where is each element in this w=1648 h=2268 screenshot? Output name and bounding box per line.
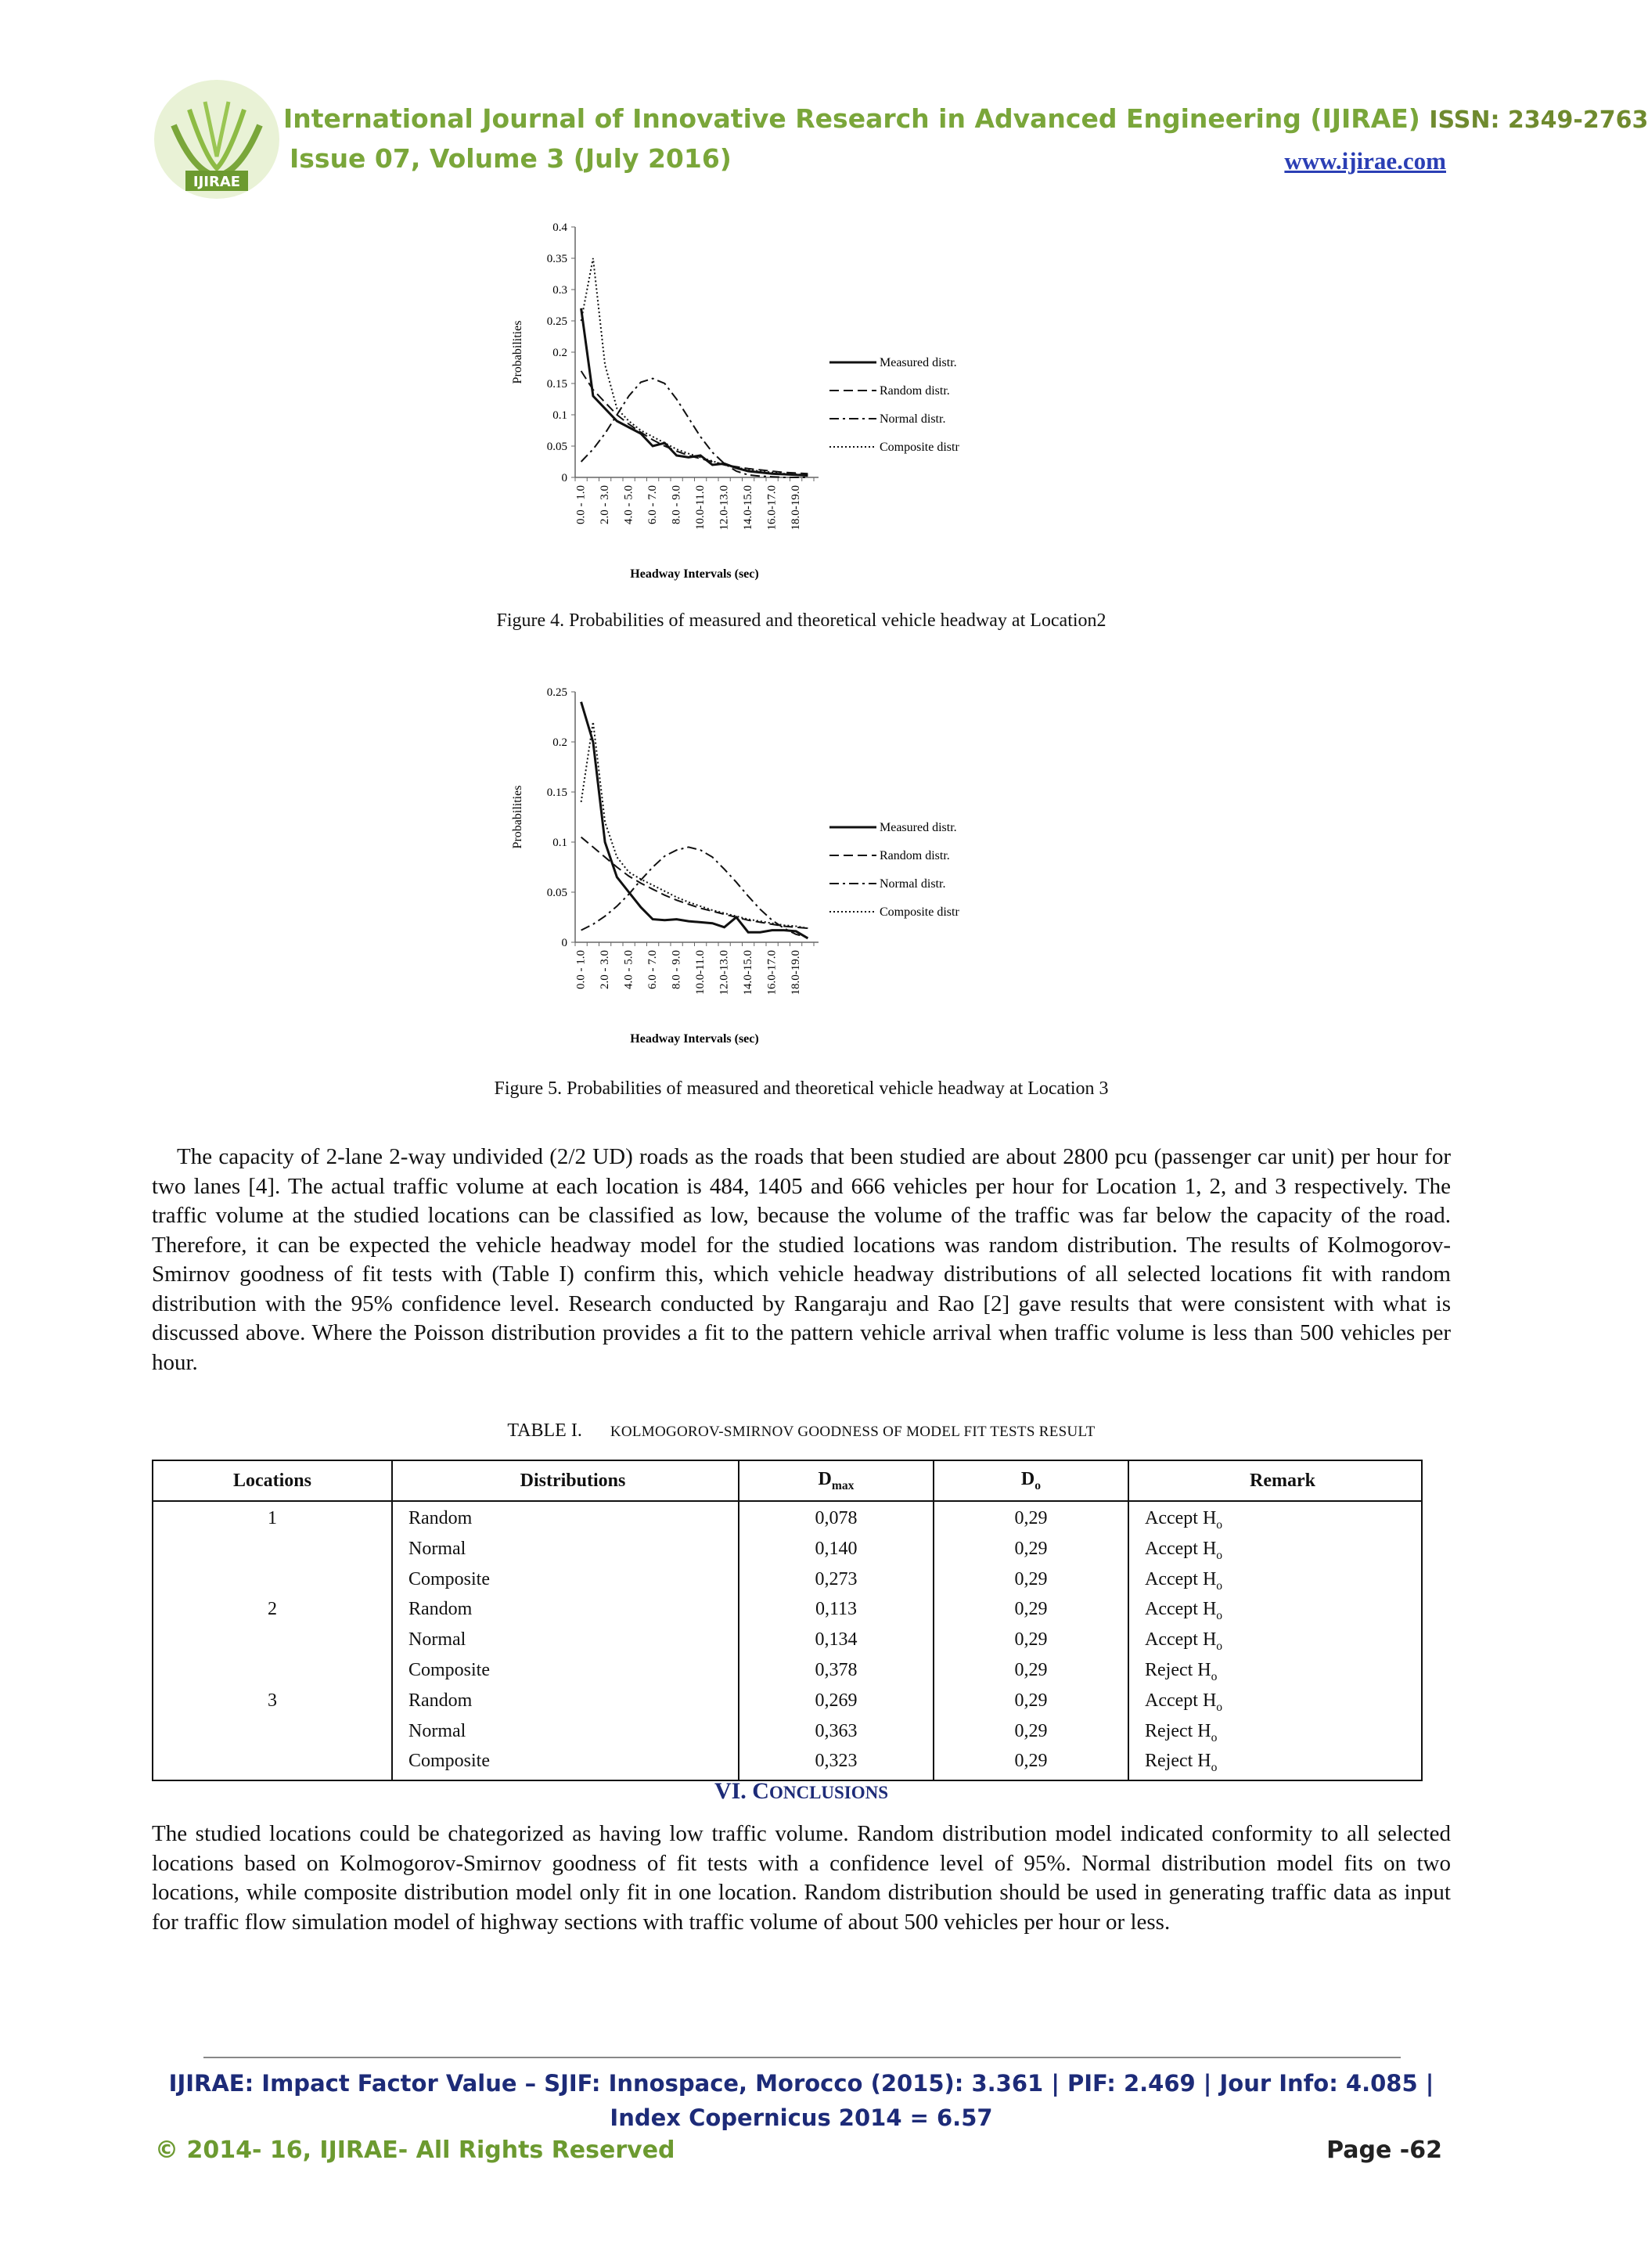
y-tick-label: 0 [561, 472, 567, 484]
table-row [153, 1597, 1422, 1628]
series-line-dotted [581, 258, 808, 475]
y-tick-label: 0.1 [552, 837, 567, 849]
y-axis-label: Probabilities [511, 785, 524, 849]
cell-distribution: Composite [392, 1658, 739, 1689]
x-tick-label: 6.0 - 7.0 [646, 485, 660, 524]
legend-label: Measured distr. [880, 356, 957, 369]
cell-dmax: 0,113 [739, 1597, 934, 1628]
table-row [153, 1628, 1422, 1658]
y-tick-label: 0.3 [552, 284, 567, 297]
section-title-initial: C [752, 1778, 769, 1804]
table-row [153, 1749, 1422, 1780]
cell-do: 0,29 [934, 1501, 1128, 1537]
cell-distribution: Random [392, 1597, 739, 1628]
cell-location [153, 1658, 392, 1689]
cell-do: 0,29 [934, 1719, 1128, 1750]
x-tick-label: 0.0 - 1.0 [574, 485, 588, 524]
y-axis-label: Probabilities [511, 320, 524, 384]
figure-5-chart [501, 675, 1111, 1066]
cell-do: 0,29 [934, 1537, 1128, 1568]
conclusions-heading [0, 1778, 1603, 1805]
cell-distribution: Composite [392, 1568, 739, 1598]
cell-do: 0,29 [934, 1628, 1128, 1658]
y-tick-label: 0.4 [552, 221, 567, 234]
figure-4-caption: Figure 4. Probabilities of measured and theoretical vehicle headway at Location2 [496, 610, 1106, 631]
x-tick-label: 8.0 - 9.0 [670, 950, 683, 989]
header-locations: Locations [153, 1460, 392, 1501]
cell-distribution: Normal [392, 1628, 739, 1658]
x-tick-label: 8.0 - 9.0 [670, 485, 683, 524]
cell-do: 0,29 [934, 1597, 1128, 1628]
cell-remark: Accept $H_o$ [1128, 1597, 1422, 1628]
footer-line-1: IJIRAE: Impact Factor Value – SJIF: Innospace, Morocco (2015): 3.361 | PIF: 2.469 | Jour Info: 4.085 | [168, 2070, 1434, 2097]
section-title-rest: ONCLUSIONS [768, 1783, 889, 1802]
table-header-row [153, 1460, 1422, 1501]
cell-location [153, 1537, 392, 1568]
legend-label: Random distr. [880, 849, 950, 862]
x-tick-label: 12.0-13.0 [718, 950, 731, 995]
x-tick-label: 2.0 - 3.0 [599, 950, 612, 989]
legend-label: Composite distr [880, 905, 959, 919]
cell-remark: Accept $H_o$ [1128, 1628, 1422, 1658]
series-line-dashed [581, 371, 808, 473]
x-tick-label: 16.0-17.0 [765, 950, 779, 995]
x-tick-label: 4.0 - 5.0 [622, 485, 635, 524]
legend-label: Normal distr. [880, 412, 946, 426]
table-row [153, 1537, 1422, 1568]
cell-distribution: Random [392, 1501, 739, 1537]
cell-location [153, 1628, 392, 1658]
table-row [153, 1501, 1422, 1537]
y-tick-label: 0.15 [546, 378, 567, 391]
cell-dmax: 0,269 [739, 1689, 934, 1719]
section-number: VI. [714, 1778, 747, 1804]
cell-dmax: 0,378 [739, 1658, 934, 1689]
x-tick-label: 16.0-17.0 [765, 485, 779, 531]
cell-location [153, 1719, 392, 1750]
series-line-solid [581, 702, 808, 938]
figure-4-chart [501, 210, 1111, 601]
x-tick-label: 18.0-19.0 [790, 950, 803, 995]
footer-line-2: Index Copernicus 2014 = 6.57 [610, 2104, 993, 2131]
table-row [153, 1689, 1422, 1719]
x-tick-label: 10.0-11.0 [694, 485, 707, 530]
cell-dmax: 0,134 [739, 1628, 934, 1658]
x-tick-label: 4.0 - 5.0 [622, 950, 635, 989]
cell-do: 0,29 [934, 1658, 1128, 1689]
cell-remark: Accept $H_o$ [1128, 1568, 1422, 1598]
body-paragraph [152, 1143, 1451, 1377]
cell-dmax: 0,140 [739, 1537, 934, 1568]
table-row [153, 1658, 1422, 1689]
logo-text: IJIRAE [193, 174, 241, 190]
journal-title [283, 103, 1648, 134]
table-row [153, 1568, 1422, 1598]
cell-distribution: Normal [392, 1719, 739, 1750]
footer-impact [0, 2066, 1603, 2135]
header-distributions: Distributions [392, 1460, 739, 1501]
y-tick-label: 0.25 [546, 315, 567, 328]
x-tick-label: 14.0-15.0 [742, 950, 755, 995]
cell-dmax: 0,323 [739, 1749, 934, 1780]
cell-dmax: 0,078 [739, 1501, 934, 1537]
x-tick-label: 0.0 - 1.0 [574, 950, 588, 989]
x-tick-label: 18.0-19.0 [790, 485, 803, 531]
figure-4-svg [501, 210, 1111, 601]
cell-distribution: Composite [392, 1749, 739, 1780]
table-row [153, 1719, 1422, 1750]
cell-location: 1 [153, 1501, 392, 1537]
legend-label: Random distr. [880, 384, 950, 398]
y-tick-label: 0.05 [546, 887, 567, 899]
figure-5-svg [501, 675, 1111, 1066]
cell-location: 2 [153, 1597, 392, 1628]
table-caption [0, 1420, 1603, 1442]
y-tick-label: 0.2 [552, 736, 567, 749]
series-line-dashdot [581, 847, 808, 937]
cell-remark: Accept $H_o$ [1128, 1537, 1422, 1568]
cell-location [153, 1568, 392, 1598]
issue-label: Issue 07, Volume 3 (July 2016) [290, 143, 732, 174]
legend-label: Composite distr [880, 441, 959, 454]
x-axis-label: Headway Intervals (sec) [630, 567, 759, 581]
ks-results-table [152, 1460, 1423, 1781]
cell-remark: Reject $H_o$ [1128, 1749, 1422, 1780]
table-title: KOLMOGOROV-SMIRNOV GOODNESS OF MODEL FIT TESTS RESULT [610, 1424, 1096, 1440]
legend-label: Measured distr. [880, 821, 957, 834]
x-axis-label: Headway Intervals (sec) [630, 1032, 759, 1046]
page-number: Page -62 [1326, 2137, 1442, 2164]
x-tick-label: 14.0-15.0 [742, 485, 755, 531]
cell-dmax: 0,273 [739, 1568, 934, 1598]
series-line-dashdot [581, 379, 808, 477]
cell-distribution: Normal [392, 1537, 739, 1568]
paragraph-text: The capacity of 2-lane 2-way undivided (2/2 UD) roads as the roads that been studied are about 2800 pcu (passenger car unit) per hour for two lanes [4]. The actual traffic volume at each location is 484, 1405 and 666 vehicles per hour for Location 1, 2, and 3 respectively. The traffic volume at the studied locations can be classified as low, because the volume of the traffic was far below the capacity of the road. Therefore, it can be expected the vehicle headway model for the studied locations was random distribution. The results of Kolmogorov-Smirnov goodness of fit tests with (Table I) confirm this, which vehicle headway distributions of all selected locations fit with random distribution with the 95% confidence level. Research conducted by Rangaraju and Rao [2] gave results that were consistent with what is discussed above. Where the Poisson distribution provides a fit to the pattern vehicle arrival when traffic volume is less than 500 vehicles per hour. [152, 1144, 1451, 1375]
cell-distribution: Random [392, 1689, 739, 1719]
cell-remark: Accept $H_o$ [1128, 1501, 1422, 1537]
x-tick-label: 10.0-11.0 [694, 950, 707, 995]
conclusions-text: The studied locations could be chategorized as having low traffic volume. Random distribution model indicated conformity to all selected locations based on Kolmogorov-Smirnov goodness of fit tests with a confidence level of 95%. Normal distribution model fits on two locations, while composite distribution model only fit in one location. Random distribution should be used in generating traffic data as input for traffic flow simulation model of highway sections with traffic volume of about 500 vehicles per hour or less. [152, 1821, 1451, 1935]
y-tick-label: 0.1 [552, 409, 567, 422]
cell-do: 0,29 [934, 1749, 1128, 1780]
x-tick-label: 6.0 - 7.0 [646, 950, 660, 989]
cell-location [153, 1749, 392, 1780]
cell-location: 3 [153, 1689, 392, 1719]
header-remark: Remark [1128, 1460, 1422, 1501]
cell-do: 0,29 [934, 1689, 1128, 1719]
journal-url-link[interactable]: www.ijirae.com [1284, 147, 1446, 175]
cell-dmax: 0,363 [739, 1719, 934, 1750]
x-tick-label: 12.0-13.0 [718, 485, 731, 531]
journal-name: International Journal of Innovative Research in Advanced Engineering (IJIRAE) [283, 103, 1420, 134]
header-dmax: $D_{max}$ [739, 1460, 934, 1501]
y-tick-label: 0.25 [546, 686, 567, 699]
y-tick-label: 0.35 [546, 253, 567, 265]
y-tick-label: 0.05 [546, 441, 567, 453]
legend-label: Normal distr. [880, 877, 946, 891]
figure-5-caption: Figure 5. Probabilities of measured and theoretical vehicle headway at Location 3 [494, 1078, 1109, 1099]
x-tick-label: 2.0 - 3.0 [599, 485, 612, 524]
header-do: $D_o$ [934, 1460, 1128, 1501]
table-label: TABLE I. [507, 1420, 582, 1441]
copyright: © 2014- 16, IJIRAE- All Rights Reserved [155, 2137, 675, 2164]
cell-remark: Reject $H_o$ [1128, 1719, 1422, 1750]
y-tick-label: 0 [561, 937, 567, 949]
y-tick-label: 0.15 [546, 787, 567, 799]
cell-remark: Accept $H_o$ [1128, 1689, 1422, 1719]
series-line-solid [581, 308, 808, 476]
issn: ISSN: 2349-2763 [1429, 106, 1648, 134]
footer-divider [203, 2057, 1401, 2058]
y-tick-label: 0.2 [552, 347, 567, 359]
cell-do: 0,29 [934, 1568, 1128, 1598]
series-line-dotted [581, 722, 808, 928]
cell-remark: Reject $H_o$ [1128, 1658, 1422, 1689]
journal-logo [150, 78, 283, 203]
